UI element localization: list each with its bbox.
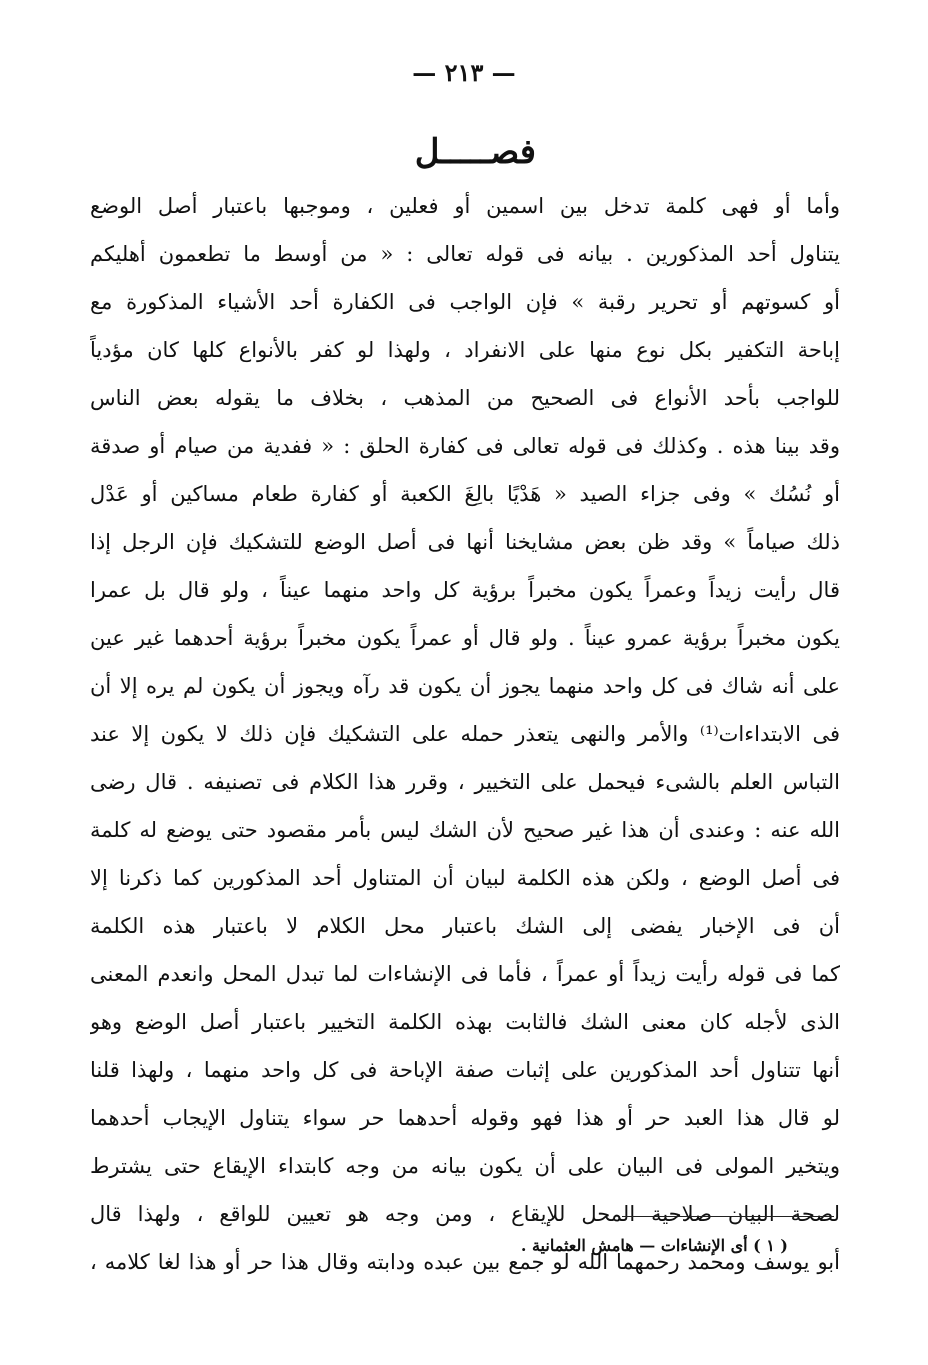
text-line: قال رأيت زيداً وعمراً يكون مخبراً برؤية كل واحد منهما عيناً ، ولو قال بل عمرا [90,578,840,602]
text-line: التباس العلم بالشىء فيحمل على التخيير ، وقرر هذا الكلام فى تصنيفه . قال رضى [90,770,840,794]
text-line: للواجب بأحد الأنواع فى الصحيح من المذهب ، بخلاف ما يقوله بعض الناس [90,386,840,410]
page-number: — ٢١٣ — [412,58,516,87]
text-line: إباحة التكفير بكل نوع منها على الانفراد ، ولهذا لو كفر بالأنواع كلها كان مؤدياً [90,338,840,362]
text-line: فى أصل الوضع ، ولكن هذه الكلمة لبيان أن المتناول أحد المذكورين كما ذكرنا إلا [90,866,840,890]
text-line: وأما أو فهى كلمة تدخل بين اسمين أو فعلين ، وموجبها باعتبار أصل الوضع [90,194,840,218]
text-line: فى الابتداءات⁽¹⁾ والأمر والنهى يتعذر حمله على التشكيك فإن ذلك لا يكون إلا عند [90,722,840,746]
text-line: أنها تتناول أحد المذكورين على إثبات صفة الإباحة فى كل واحد منهما ، ولهذا قلنا [90,1058,840,1082]
text-line: على أنه شاك فى كل واحد منهما يجوز أن يكون قد رآه ويجوز أن يكون لم يره إلا أن [90,674,840,698]
text-line: ويتخير المولى فى البيان على أن يكون بيانه من وجه كابتداء الإيقاع حتى يشترط [90,1154,840,1178]
text-line: ذلك صياماً » وقد ظن بعض مشايخنا أنها فى أصل الوضع للتشكيك فإن الرجل إذا [90,530,840,554]
text-line: أو كسوتهم أو تحرير رقبة » فإن الواجب فى الكفارة أحد الأشياء المذكورة مع [90,290,840,314]
text-line: الذى لأجله كان معنى الشك فالثابت بهذه الكلمة التخيير باعتبار أصل الوضع وهو [90,1010,840,1034]
text-line: لصحة البيان صلاحية المحل للإيقاع ، ومن وجه هو تعيين للواقع ، ولهذا قال [90,1202,840,1226]
text-line: لو قال هذا العبد حر أو هذا فهو وقوله أحدهما حر سواء يتناول الإيجاب أحدهما [90,1106,840,1130]
text-line: كما فى قوله رأيت زيداً أو عمراً ، فأما فى الإنشاءات لما تبدل المحل وانعدم المعنى [90,962,840,986]
footnote-divider [622,1216,834,1217]
text-line: وقد بينا هذه . وكذلك فى قوله تعالى فى كفارة الحلق : « ففدية من صيام أو صدقة [90,434,840,458]
footnote: ( ١ ) أى الإنشاءات — هامش العثمانية . [520,1236,788,1255]
section-title: فصـــــل [414,132,536,172]
body-text [90,182,840,1286]
text-line: أن فى الإخبار يفضى إلى الشك باعتبار محل الكلام لا باعتبار هذه الكلمة [90,914,840,938]
text-line: الله عنه : وعندى أن هذا غير صحيح لأن الشك ليس بأمر مقصود حتى يوضع له كلمة [90,818,840,842]
text-line: أو نُسُك » وفى جزاء الصيد « هَدْيًا بالِغَ الكعبة أو كفارة طعام مساكين أو عَدْل [90,482,840,506]
text-line: يتناول أحد المذكورين . بيانه فى قوله تعالى : « من أوسط ما تطعمون أهليكم [90,242,840,266]
text-line: يكون مخبراً برؤية عمرو عيناً . ولو قال أو عمراً يكون مخبراً برؤية أحدهما غير عين [90,626,840,650]
text-line: أبو يوسف ومحمد رحمهما الله لو جمع بين عبده ودابته وقال هذا حر أو هذا لغا كلامه ، [90,1250,840,1274]
